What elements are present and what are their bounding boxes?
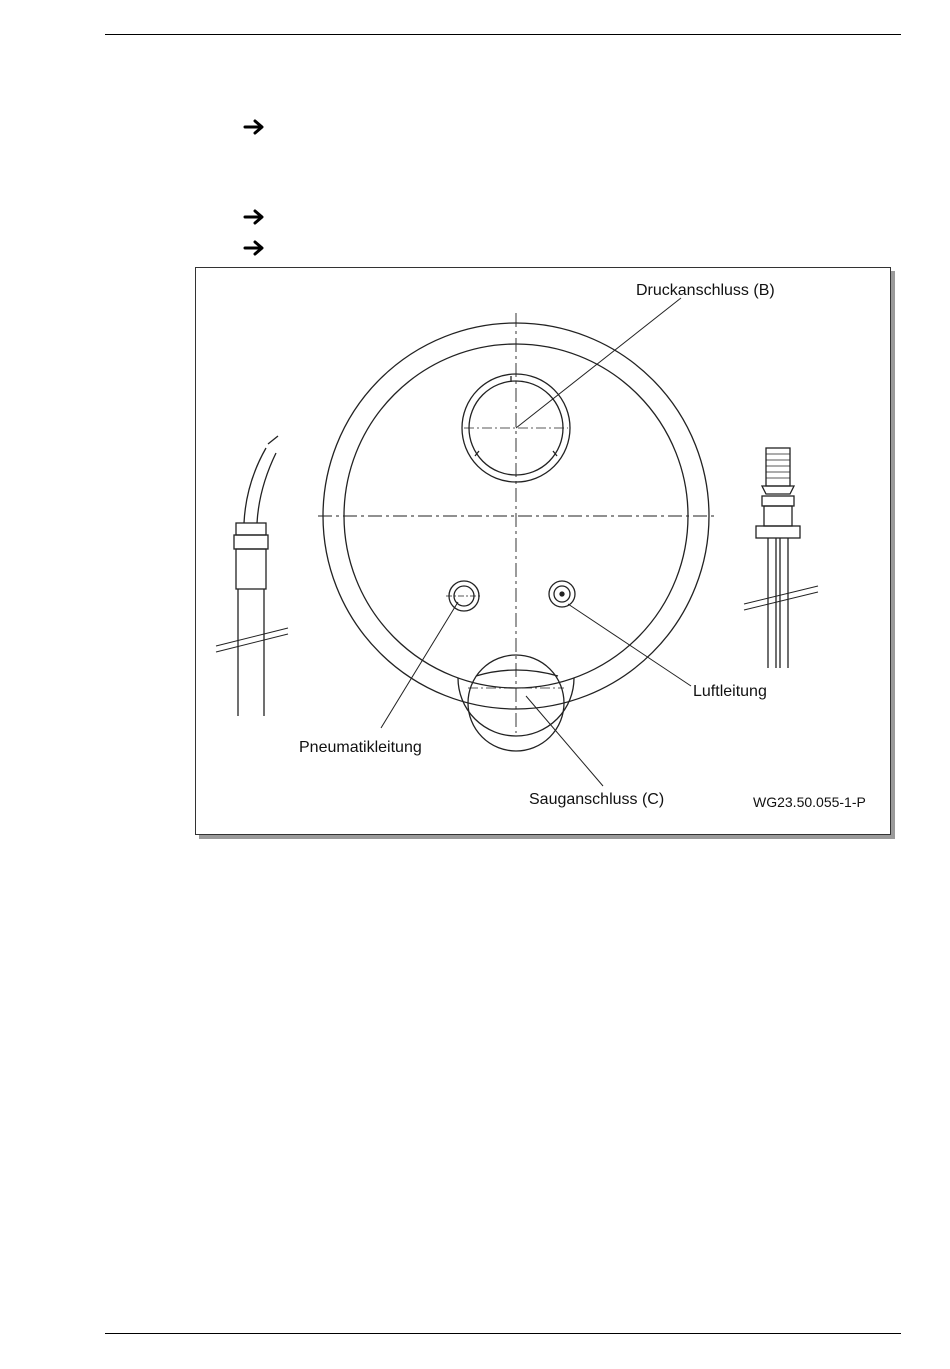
header-rule (105, 34, 901, 35)
arrow-bullet-icon (243, 118, 267, 136)
figure-id: WG23.50.055-1-P (753, 794, 866, 810)
leader-luftleitung (568, 604, 691, 686)
technical-drawing-figure (195, 267, 891, 835)
label-luftleitung: Luftleitung (693, 683, 767, 700)
suction-port-arc (476, 670, 558, 676)
footer-rule (105, 1333, 901, 1334)
arrow-bullet-icon (243, 208, 267, 226)
label-sauganschluss: Sauganschluss (C) (529, 791, 665, 808)
left-pipe-detail (216, 436, 288, 716)
label-druckanschluss: Druckanschluss (B) (636, 282, 775, 299)
right-valve-detail (744, 448, 818, 668)
label-pneumatikleitung: Pneumatikleitung (299, 739, 422, 756)
arrow-bullet-icon (243, 239, 267, 257)
leader-druckanschluss (516, 298, 681, 428)
